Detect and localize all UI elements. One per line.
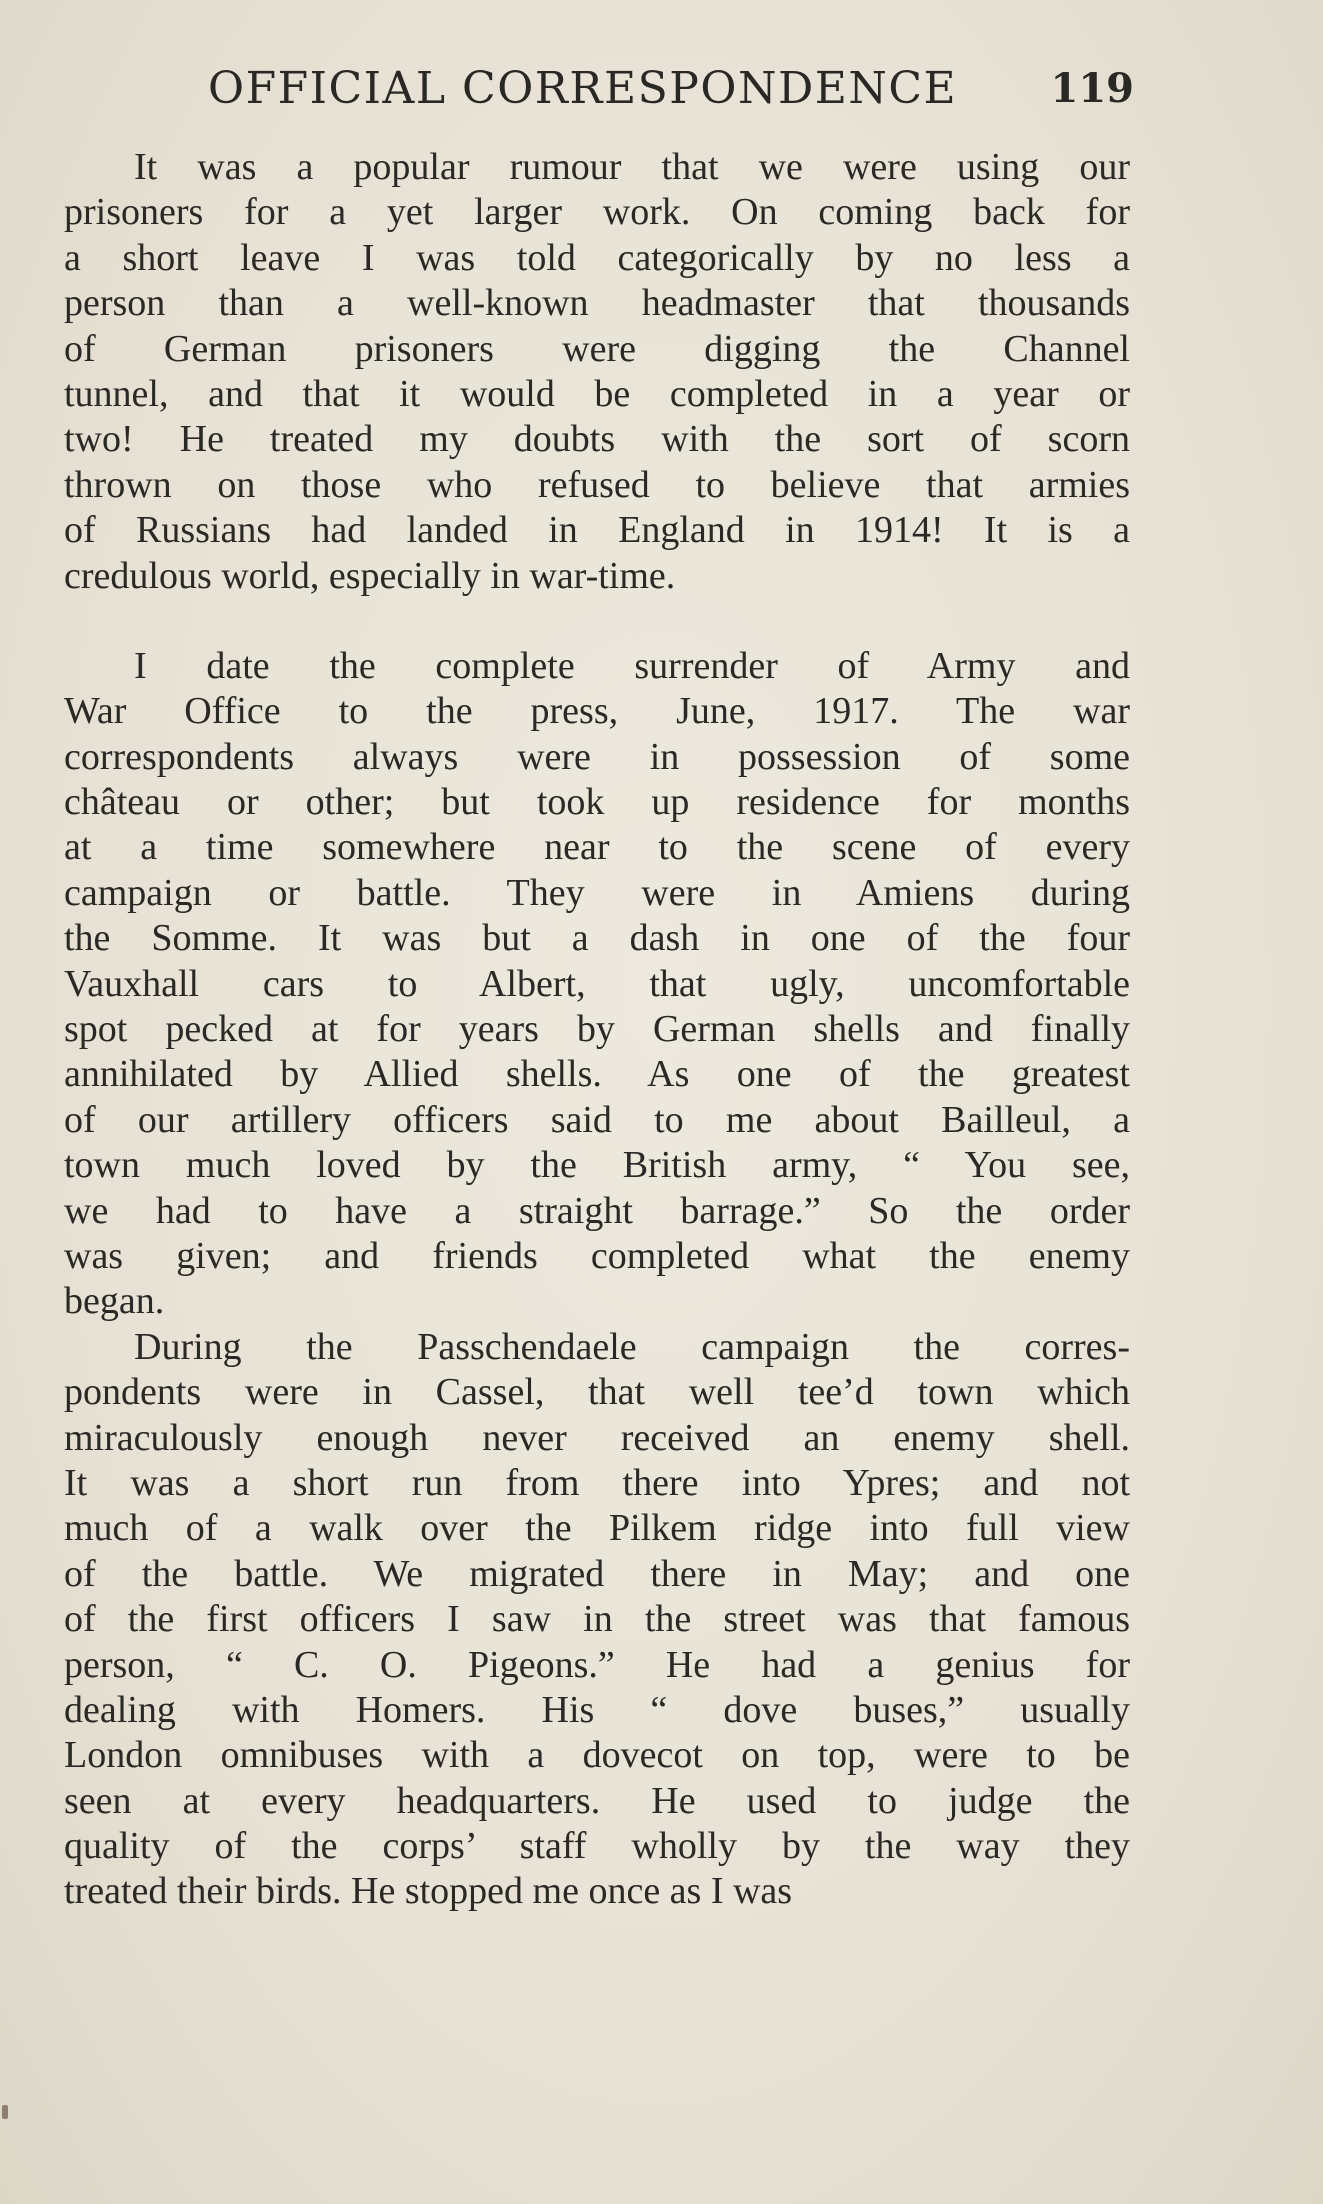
paragraph	[64, 145, 1130, 599]
text-line: During the Passchendaele campaign the corres-	[134, 1325, 1130, 1368]
text-line: of German prisoners were digging the Channel	[64, 327, 1130, 370]
text-line: It was a short run from there into Ypres; and not	[64, 1461, 1130, 1504]
paragraph	[64, 644, 1130, 1325]
text-line: of Russians had landed in England in 1914! It is a	[64, 509, 1130, 552]
text-line: of the first officers I saw in the street was that famous	[64, 1598, 1130, 1641]
text-line: treated their birds. He stopped me once as I was	[64, 1870, 793, 1913]
text-line: began.	[64, 1280, 165, 1323]
text-line: credulous world, especially in war-time.	[64, 554, 676, 597]
margin-ink-mark	[2, 2105, 8, 2119]
text-line: thrown on those who refused to believe that armies	[64, 463, 1130, 506]
text-line: prisoners for a yet larger work. On coming back for	[64, 191, 1130, 234]
text-line: at a time somewhere near to the scene of every	[64, 826, 1130, 869]
text-line: London omnibuses with a dovecot on top, were to be	[64, 1734, 1130, 1777]
text-line: person than a well-known headmaster that thousands	[64, 282, 1130, 325]
body-text	[64, 145, 1130, 1915]
text-line: correspondents always were in possession of some	[64, 735, 1130, 778]
text-line: pondents were in Cassel, that well tee’d town which	[64, 1371, 1130, 1414]
text-line: campaign or battle. They were in Amiens during	[64, 871, 1130, 914]
text-line: annihilated by Allied shells. As one of the greatest	[64, 1053, 1130, 1096]
text-line: quality of the corps’ staff wholly by the way they	[64, 1825, 1130, 1868]
text-line: I date the complete surrender of Army and	[134, 644, 1130, 687]
text-line: the Somme. It was but a dash in one of the four	[64, 917, 1130, 960]
page-number: 119	[1050, 65, 1134, 112]
text-line: of the battle. We migrated there in May; and one	[64, 1552, 1130, 1595]
text-line: miraculously enough never received an enemy shell.	[64, 1416, 1130, 1459]
text-line: much of a walk over the Pilkem ridge into full view	[64, 1507, 1130, 1550]
text-line: It was a popular rumour that we were using our	[134, 146, 1130, 188]
text-line: château or other; but took up residence for months	[64, 781, 1130, 824]
running-head	[208, 62, 1134, 116]
text-line: War Office to the press, June, 1917. The war	[64, 690, 1130, 733]
text-line: seen at every headquarters. He used to judge the	[64, 1779, 1130, 1822]
text-line: two! He treated my doubts with the sort of scorn	[64, 418, 1130, 461]
running-head-title: OFFICIAL CORRESPONDENCE	[208, 63, 958, 114]
text-line: was given; and friends completed what the enemy	[64, 1234, 1130, 1277]
text-line: tunnel, and that it would be completed in a year or	[64, 372, 1130, 415]
paragraph-gap	[64, 599, 1130, 644]
text-line: a short leave I was told categorically by no less a	[64, 236, 1130, 279]
text-line: we had to have a straight barrage.” So the order	[64, 1189, 1130, 1232]
text-line: spot pecked at for years by German shells and finally	[64, 1008, 1130, 1051]
text-line: dealing with Homers. His “ dove buses,” usually	[64, 1688, 1130, 1731]
text-line: person, “ C. O. Pigeons.” He had a genius for	[64, 1643, 1130, 1686]
paragraph	[64, 1325, 1130, 1915]
text-line: of our artillery officers said to me about Bailleul, a	[64, 1098, 1130, 1141]
text-line: town much loved by the British army, “ You see,	[64, 1144, 1130, 1187]
text-line: Vauxhall cars to Albert, that ugly, uncomfortable	[64, 962, 1130, 1005]
